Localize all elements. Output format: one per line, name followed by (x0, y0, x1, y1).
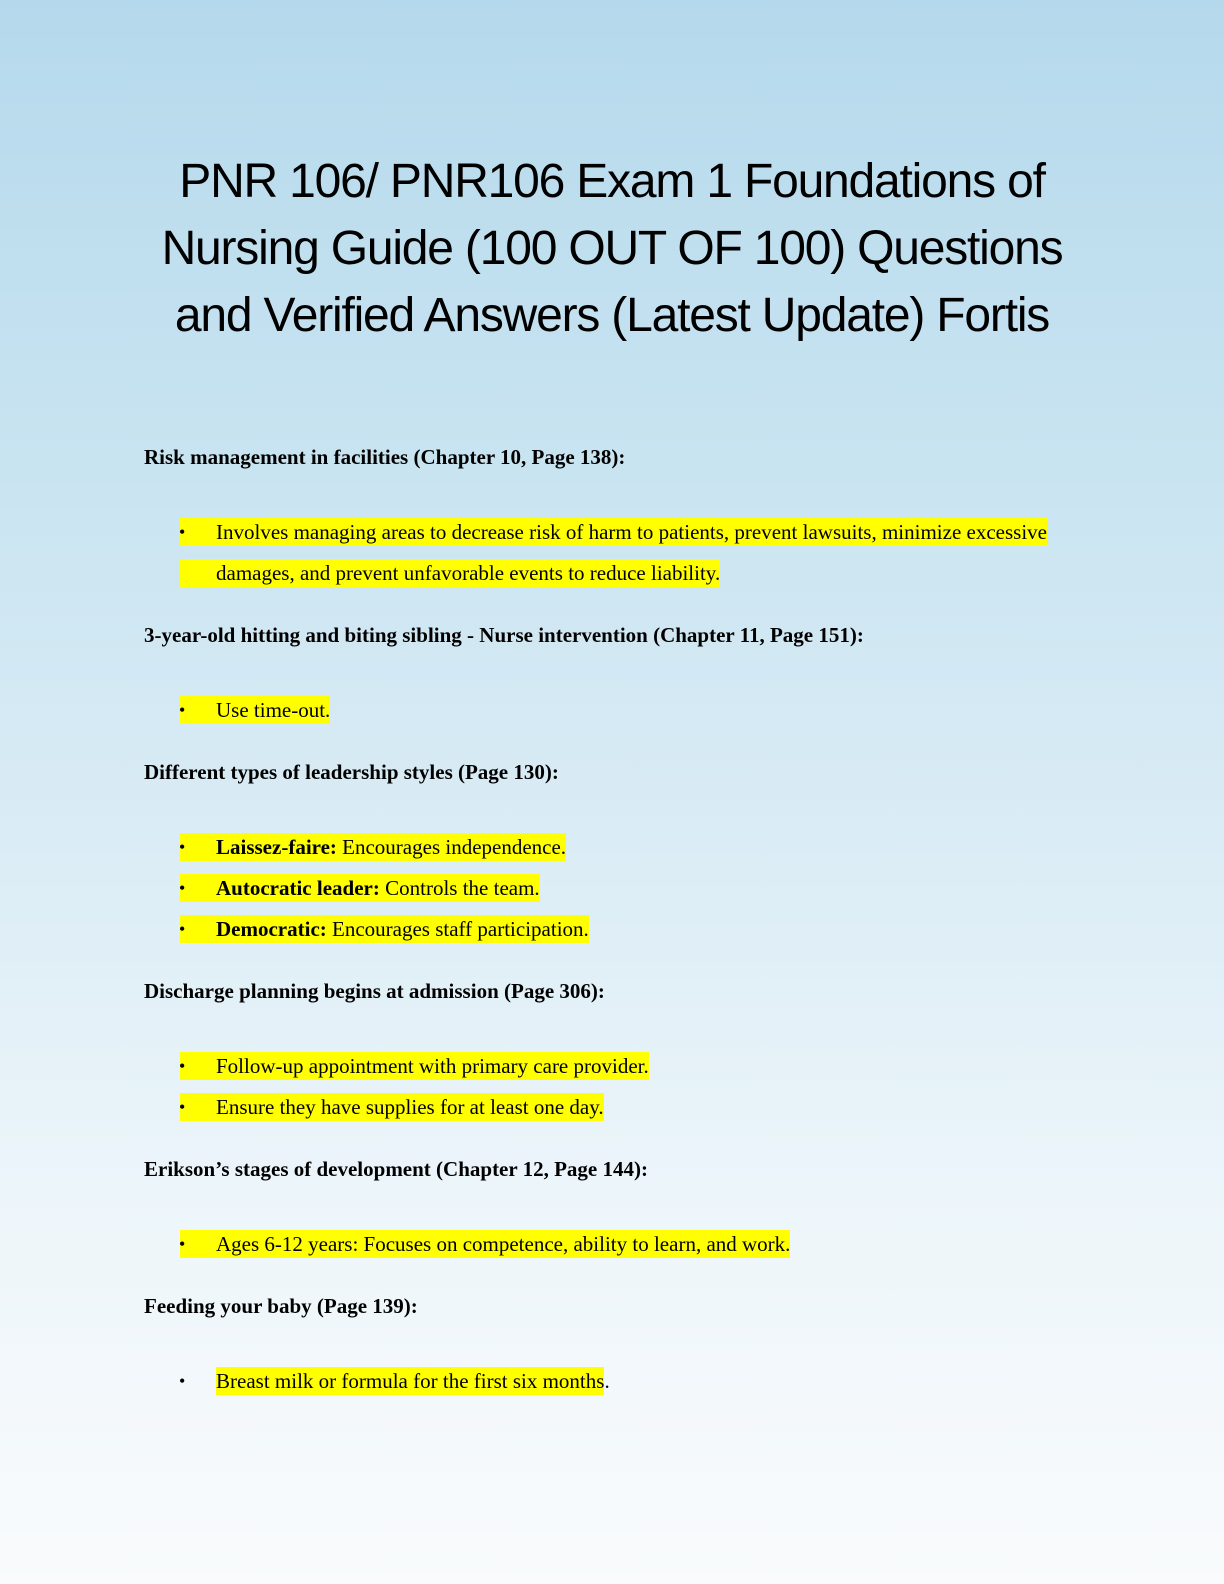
section-heading: Erikson’s stages of development (Chapter 12, Page 144): (144, 1157, 648, 1181)
bullet-list (144, 1046, 1084, 1128)
list-item (144, 512, 1084, 594)
item-text: Follow-up appointment with primary care provider. (216, 1054, 649, 1078)
item-text: Ages 6-12 years: Focuses on competence, ability to learn, and work. (216, 1232, 791, 1256)
highlighted-text (180, 874, 540, 902)
list-item (144, 1087, 1084, 1128)
highlighted-text (180, 518, 1047, 587)
document-title (130, 148, 1094, 349)
section-heading: Different types of leadership styles (Page 130): (144, 760, 559, 784)
item-text: Controls the team. (379, 876, 540, 900)
highlighted-text (180, 1052, 649, 1080)
bullet-icon: • (179, 700, 186, 720)
section-heading: 3-year-old hitting and biting sibling - Nurse intervention (Chapter 11, Page 151): (144, 623, 864, 647)
bullet-list (144, 512, 1084, 594)
list-item (144, 1224, 1084, 1265)
item-text: Involves managing areas to decrease risk of harm to patients, prevent lawsuits, minimize excessive damages, and prevent unfavorable events to reduce liability. (216, 520, 1047, 585)
list-item (144, 1361, 1084, 1402)
bullet-icon: • (179, 878, 186, 898)
highlighted-text (180, 833, 566, 861)
item-text: Encourages staff participation. (326, 917, 589, 941)
highlighted-text (180, 915, 589, 943)
bullet-icon: • (179, 919, 186, 939)
highlighted-text (216, 1367, 604, 1395)
title-line: and Verified Answers (Latest Update) Fortis (174, 289, 1050, 342)
title-line: PNR 106/ PNR106 Exam 1 Foundations of (179, 155, 1045, 208)
section-heading: Risk management in facilities (Chapter 10, Page 138): (144, 445, 626, 469)
item-text: Ensure they have supplies for at least one day. (216, 1095, 604, 1119)
section-heading: Feeding your baby (Page 139): (144, 1294, 418, 1318)
list-item (144, 1046, 1084, 1087)
list-item (144, 827, 1084, 868)
item-text: Breast milk or formula for the first six months (216, 1369, 605, 1393)
title-line: Nursing Guide (100 OUT OF 100) Questions (161, 222, 1063, 275)
highlighted-text (180, 1093, 604, 1121)
item-text: Encourages independence. (336, 835, 567, 859)
item-text: Use time-out. (216, 698, 331, 722)
bullet-list (144, 1361, 1084, 1402)
item-term: Laissez-faire: (216, 835, 337, 859)
section-heading: Discharge planning begins at admission (Page 306): (144, 979, 605, 1003)
list-item (144, 909, 1084, 950)
list-item (144, 690, 1084, 731)
bullet-icon: • (179, 522, 186, 542)
bullet-icon: • (179, 1056, 186, 1076)
item-trailing: . (604, 1369, 610, 1393)
item-term: Democratic: (216, 917, 327, 941)
highlighted-text (180, 1230, 790, 1258)
list-item (144, 868, 1084, 909)
bullet-icon: • (179, 1097, 186, 1117)
bullet-icon: • (179, 1234, 186, 1254)
bullet-list (144, 827, 1084, 950)
bullet-icon: • (179, 837, 186, 857)
highlighted-text (180, 696, 330, 724)
bullet-list (144, 1224, 1084, 1265)
bullet-list (144, 690, 1084, 731)
bullet-icon: • (179, 1371, 186, 1391)
item-term: Autocratic leader: (216, 876, 380, 900)
document-body (144, 444, 1084, 1402)
